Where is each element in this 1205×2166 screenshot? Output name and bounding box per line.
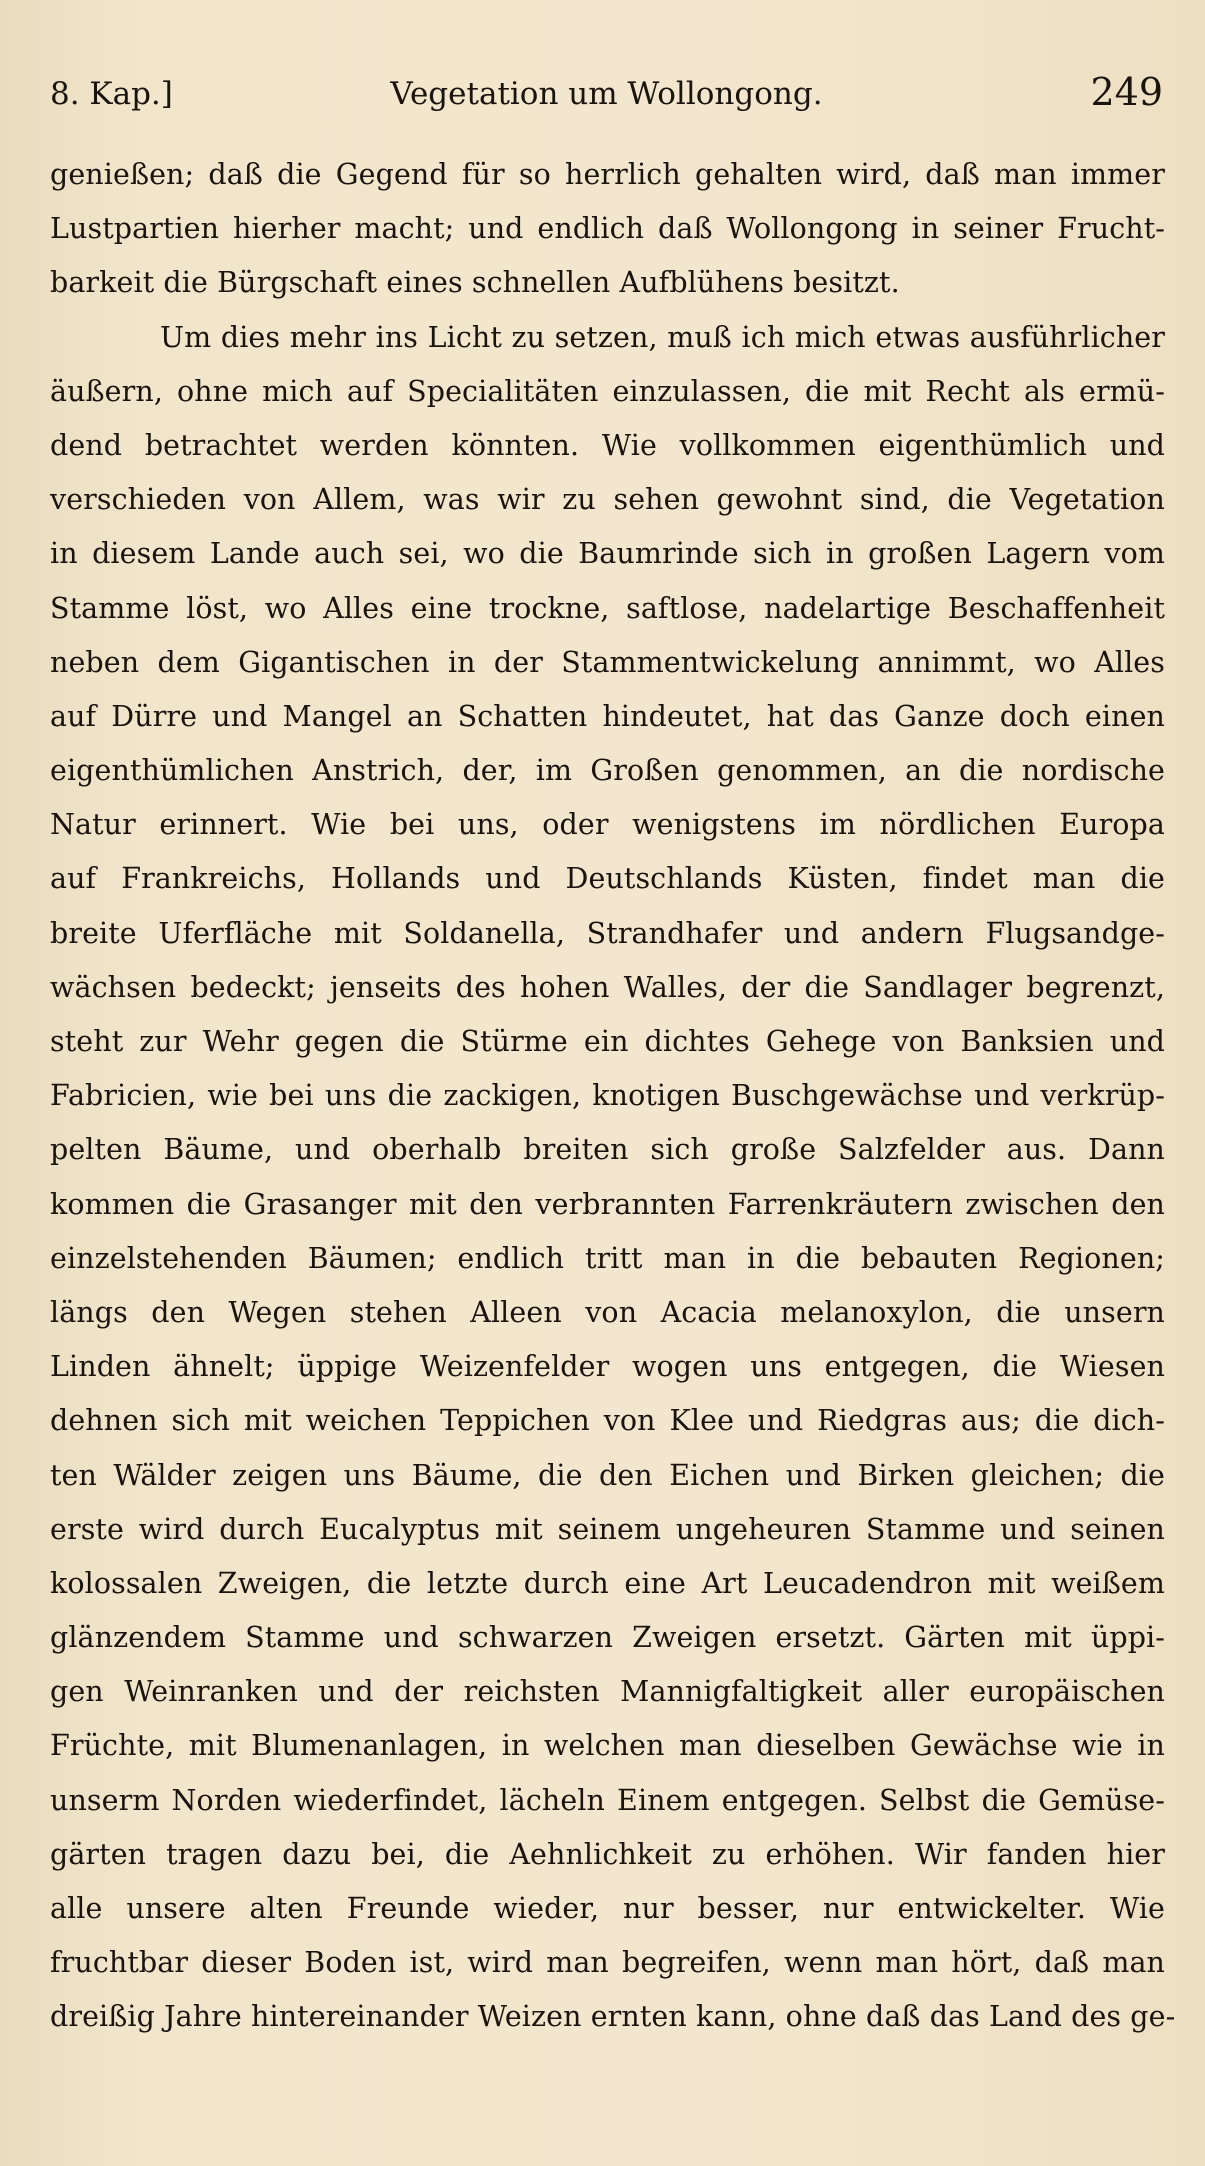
text-line: verschieden von Allem, was wir zu sehen gewohnt sind, die Vegetation	[50, 483, 1165, 517]
text-line: einzelstehenden Bäumen; endlich tritt man in die bebauten Regionen;	[50, 1241, 1165, 1275]
text-line: gen Weinranken und der reichsten Mannigfaltigkeit aller europäischen	[50, 1675, 1165, 1709]
text-line: glänzendem Stamme und schwarzen Zweigen ersetzt. Gärten mit üppi-	[50, 1621, 1165, 1655]
text-line: dehnen sich mit weichen Teppichen von Klee und Riedgras aus; die dich-	[50, 1404, 1165, 1438]
text-line: pelten Bäume, und oberhalb breiten sich große Salzfelder aus. Dann	[50, 1133, 1165, 1167]
body-text	[50, 148, 1176, 2045]
text-line: auf Frankreichs, Hollands und Deutschlands Küsten, findet man die	[50, 862, 1165, 896]
text-line: dend betrachtet werden könnten. Wie vollkommen eigenthümlich und	[50, 428, 1165, 462]
text-line: steht zur Wehr gegen die Stürme ein dichtes Gehege von Banksien und	[50, 1025, 1165, 1058]
text-line: Linden ähnelt; üppige Weizenfelder wogen uns entgegen, die Wiesen	[50, 1350, 1165, 1384]
chapter-label: 8. Kap.]	[50, 76, 173, 112]
text-line: kolossalen Zweigen, die letzte durch eine Art Leucadendron mit weißem	[50, 1566, 1165, 1600]
text-line: unserm Norden wiederfindet, lächeln Einem entgegen. Selbst die Gemüse-	[50, 1783, 1165, 1817]
text-line: dreißig Jahre hintereinander Weizen ernten kann, ohne daß das Land des ge-	[50, 2000, 1176, 2034]
text-line: Um dies mehr ins Licht zu setzen, muß ich mich etwas ausführlicher	[160, 320, 1165, 354]
text-line: erste wird durch Eucalyptus mit seinem ungeheuren Stamme und seinen	[50, 1512, 1165, 1546]
text-line: kommen die Grasanger mit den verbrannten Farrenkräutern zwischen den	[50, 1187, 1165, 1221]
text-line: eigenthümlichen Anstrich, der, im Großen genommen, an die nordische	[50, 754, 1165, 788]
text-line: breite Uferfläche mit Soldanella, Strandhafer und andern Flugsandge-	[50, 916, 1165, 950]
text-line: ten Wälder zeigen uns Bäume, die den Eichen und Birken gleichen; die	[50, 1458, 1165, 1492]
text-line: Lustpartien hierher macht; und endlich daß Wollongong in seiner Frucht-	[50, 212, 1165, 246]
text-line: auf Dürre und Mangel an Schatten hindeutet, hat das Ganze doch einen	[50, 699, 1165, 733]
running-title: Vegetation um Wollongong.	[390, 76, 823, 112]
text-line: Stamme löst, wo Alles eine trockne, saftlose, nadelartige Beschaffenheit	[50, 591, 1165, 625]
text-line: Natur erinnert. Wie bei uns, oder wenigstens im nördlichen Europa	[50, 808, 1165, 842]
text-line: genießen; daß die Gegend für so herrlich gehalten wird, daß man immer	[50, 158, 1165, 191]
text-line: Fabricien, wie bei uns die zackigen, knotigen Buschgewächse und verkrüp-	[50, 1079, 1165, 1113]
text-line: neben dem Gigantischen in der Stammentwickelung annimmt, wo Alles	[50, 645, 1165, 679]
text-line: barkeit die Bürgschaft eines schnellen Aufblühens besitzt.	[50, 266, 900, 300]
text-line: in diesem Lande auch sei, wo die Baumrinde sich in großen Lagern vom	[50, 537, 1165, 571]
text-line: äußern, ohne mich auf Specialitäten einzulassen, die mit Recht als ermü-	[50, 374, 1165, 408]
text-line: Früchte, mit Blumenanlagen, in welchen man dieselben Gewächse wie in	[50, 1729, 1165, 1763]
text-line: gärten tragen dazu bei, die Aehnlichkeit zu erhöhen. Wir fanden hier	[50, 1837, 1165, 1871]
page-number: 249	[1090, 70, 1163, 114]
running-header	[50, 68, 1163, 128]
text-line: fruchtbar dieser Boden ist, wird man begreifen, wenn man hört, daß man	[50, 1946, 1165, 1980]
text-line: längs den Wegen stehen Alleen von Acacia melanoxylon, die unsern	[50, 1295, 1165, 1329]
text-line: alle unsere alten Freunde wieder, nur besser, nur entwickelter. Wie	[50, 1892, 1165, 1925]
text-line: wächsen bedeckt; jenseits des hohen Walles, der die Sandlager begrenzt,	[50, 970, 1165, 1004]
